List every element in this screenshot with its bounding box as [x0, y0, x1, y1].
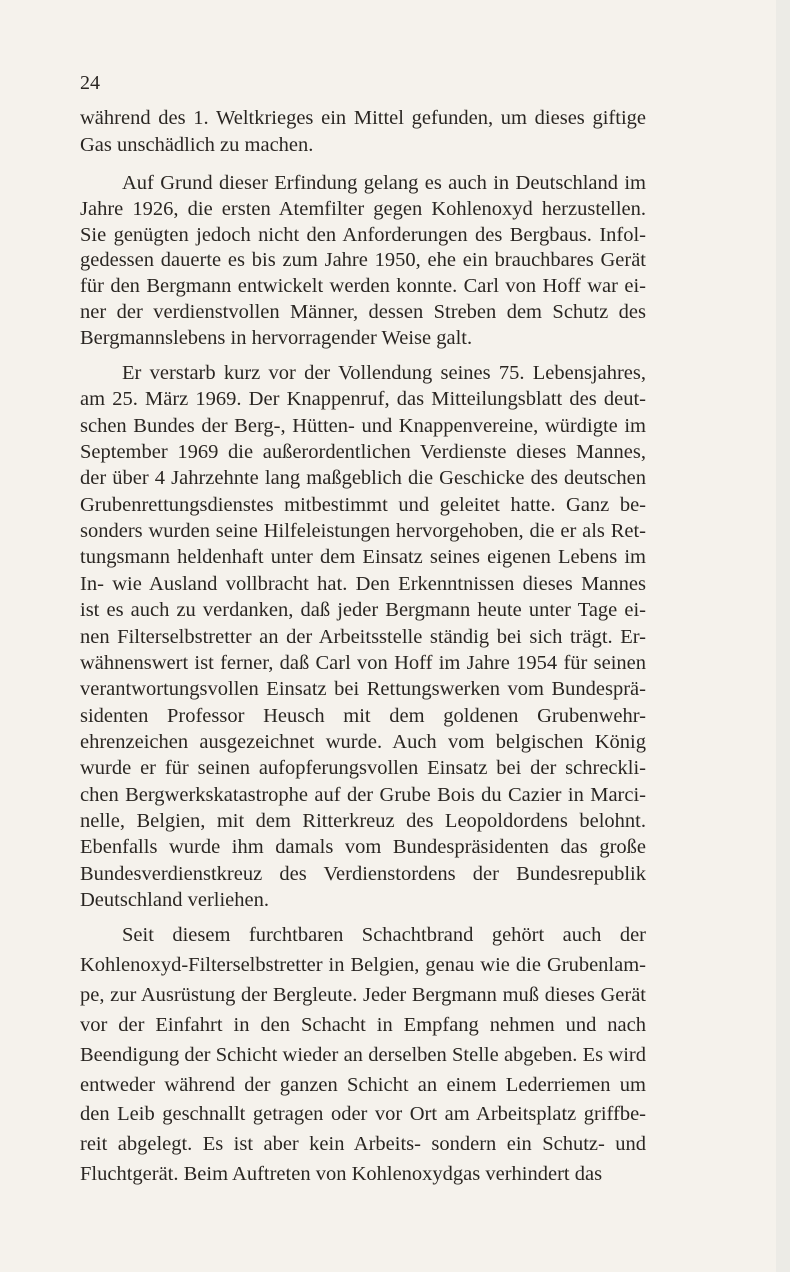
text-line: den Leib geschnallt getragen oder vor Ort am Arbeitsplatz griffbe- — [80, 1103, 646, 1125]
text-line: Gas unschädlich zu machen. — [80, 134, 314, 156]
text-line: schen Bundes der Berg-, Hütten- und Knappenvereine, würdigte im — [80, 415, 646, 437]
text-line: ner der verdienstvollen Männer, dessen Streben dem Schutz des — [80, 301, 646, 323]
text-line: Beendigung der Schicht wieder an derselben Stelle abgeben. Es wird — [80, 1044, 646, 1066]
page-number: 24 — [80, 72, 100, 94]
text-line: Grubenrettungsdienstes mitbestimmt und geleitet hatte. Ganz be- — [80, 494, 646, 516]
text-line: September 1969 die außerordentlichen Verdienste dieses Mannes, — [80, 441, 646, 463]
text-line: während des 1. Weltkrieges ein Mittel gefunden, um dieses giftige — [80, 107, 646, 129]
page-edge — [776, 0, 790, 1272]
text-line: Seit diesem furchtbaren Schachtbrand gehört auch der — [122, 924, 646, 946]
text-line: am 25. März 1969. Der Knappenruf, das Mitteilungsblatt des deut- — [80, 388, 646, 410]
text-line: Sie genügten jedoch nicht den Anforderungen des Bergbaus. Infol- — [80, 224, 646, 246]
text-line: entweder während der ganzen Schicht an einem Lederriemen um — [80, 1074, 646, 1096]
text-line: Jahre 1926, die ersten Atemfilter gegen Kohlenoxyd herzustellen. — [80, 198, 646, 220]
text-line: Er verstarb kurz vor der Vollendung seines 75. Lebensjahres, — [122, 362, 646, 384]
text-line: chen Bergwerkskatastrophe auf der Grube Bois du Cazier in Marci- — [80, 784, 646, 806]
text-line: vor der Einfahrt in den Schacht in Empfang nehmen und nach — [80, 1014, 646, 1036]
text-line: nen Filterselbstretter an der Arbeitsstelle ständig bei sich trägt. Er- — [80, 626, 646, 648]
text-line: der über 4 Jahrzehnte lang maßgeblich die Geschicke des deutschen — [80, 467, 646, 489]
text-line: pe, zur Ausrüstung der Bergleute. Jeder Bergmann muß dieses Gerät — [80, 984, 646, 1006]
text-line: sidenten Professor Heusch mit dem goldenen Grubenwehr- — [80, 705, 646, 727]
text-line: für den Bergmann entwickelt werden konnte. Carl von Hoff war ei- — [80, 275, 646, 297]
text-line: wähnenswert ist ferner, daß Carl von Hoff im Jahre 1954 für seinen — [80, 652, 646, 674]
text-line: In- wie Ausland vollbracht hat. Den Erkenntnissen dieses Mannes — [80, 573, 646, 595]
text-line: Kohlenoxyd-Filterselbstretter in Belgien, genau wie die Grubenlam- — [80, 954, 646, 976]
text-line: sonders wurden seine Hilfeleistungen hervorgehoben, die er als Ret- — [80, 520, 646, 542]
text-line: Bergmannslebens in hervorragender Weise galt. — [80, 327, 473, 349]
text-line: tungsmann heldenhaft unter dem Einsatz seines eigenen Lebens im — [80, 546, 646, 568]
text-line: Bundesverdienstkreuz des Verdienstordens der Bundesrepublik — [80, 863, 646, 885]
text-line: Ebenfalls wurde ihm damals vom Bundespräsidenten das große — [80, 836, 646, 858]
text-line: verantwortungsvollen Einsatz bei Rettungswerken vom Bundesprä- — [80, 678, 646, 700]
text-line: reit abgelegt. Es ist aber kein Arbeits- sondern ein Schutz- und — [80, 1133, 646, 1155]
text-line: Deutschland verliehen. — [80, 889, 269, 911]
text-line: ist es auch zu verdanken, daß jeder Bergmann heute unter Tage ei- — [80, 599, 646, 621]
text-line: gedessen dauerte es bis zum Jahre 1950, ehe ein brauchbares Gerät — [80, 249, 646, 271]
text-line: nelle, Belgien, mit dem Ritterkreuz des Leopoldordens belohnt. — [80, 810, 646, 832]
text-line: wurde er für seinen aufopferungsvollen Einsatz bei der schreckli- — [80, 757, 646, 779]
text-line: ehrenzeichen ausgezeichnet wurde. Auch vom belgischen König — [80, 731, 646, 753]
text-line: Fluchtgerät. Beim Auftreten von Kohlenoxydgas verhindert das — [80, 1163, 603, 1185]
text-line: Auf Grund dieser Erfindung gelang es auch in Deutschland im — [122, 172, 646, 194]
